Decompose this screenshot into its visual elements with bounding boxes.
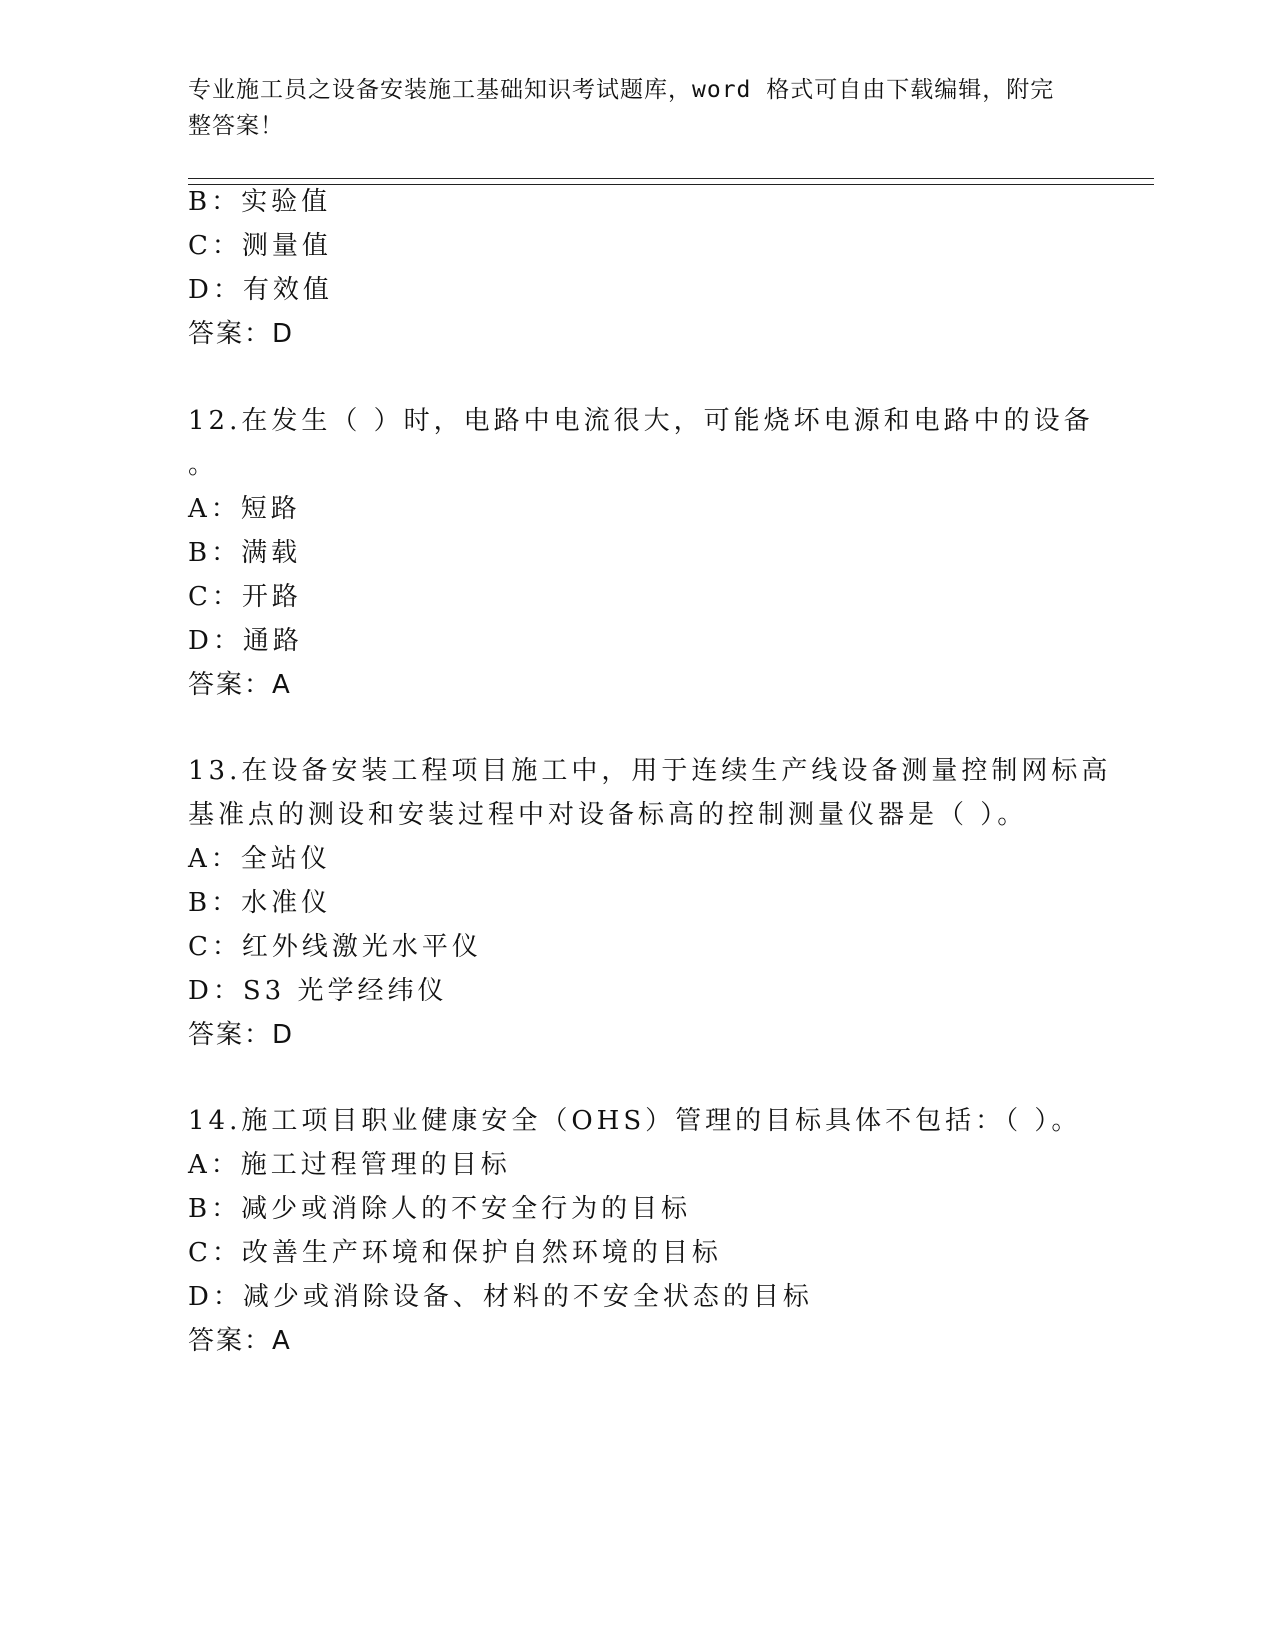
q11-answer: 答案：D — [188, 319, 295, 349]
q12-option-a: A：短路 — [188, 494, 301, 524]
q11-option-d: D：有效值 — [188, 275, 333, 305]
q13-option-c: C：红外线激光水平仪 — [188, 932, 482, 962]
q13-stem-line2: 基准点的测设和安装过程中对设备标高的控制测量仪器是（ ）。 — [188, 800, 1028, 830]
q14-answer: 答案：A — [188, 1326, 292, 1356]
q12-option-b: B：满载 — [188, 538, 302, 568]
q14-option-a: A：施工过程管理的目标 — [188, 1150, 511, 1180]
document-header: 专业施工员之设备安装施工基础知识考试题库，word 格式可自由下载编辑，附完整答案！ — [188, 77, 1055, 139]
q14-stem-line1: 14.施工项目职业健康安全（OHS）管理的目标具体不包括：（ ）。 — [188, 1106, 1082, 1136]
q12-option-d: D：通路 — [188, 626, 303, 656]
q12-stem-line2: 。 — [188, 450, 219, 480]
q12-answer: 答案：A — [188, 670, 292, 700]
q14-option-d: D：减少或消除设备、材料的不安全状态的目标 — [188, 1282, 813, 1312]
q11-option-c: C：测量值 — [188, 231, 332, 261]
q14-option-b: B：减少或消除人的不安全行为的目标 — [188, 1194, 692, 1224]
header-divider-top — [188, 178, 1154, 179]
q12-stem-line1: 12.在发生（ ）时，电路中电流很大，可能烧坏电源和电路中的设备 — [188, 406, 1094, 436]
q13-answer: 答案：D — [188, 1020, 295, 1050]
q13-option-b: B：水准仪 — [188, 888, 332, 918]
q13-option-a: A：全站仪 — [188, 844, 331, 874]
q11-option-b: B：实验值 — [188, 187, 332, 217]
q13-stem-line1: 13.在设备安装工程项目施工中，用于连续生产线设备测量控制网标高 — [188, 756, 1112, 786]
q14-option-c: C：改善生产环境和保护自然环境的目标 — [188, 1238, 722, 1268]
header-divider-bottom — [188, 184, 1154, 185]
q12-option-c: C：开路 — [188, 582, 302, 612]
q13-option-d: D：S3 光学经纬仪 — [188, 976, 448, 1006]
